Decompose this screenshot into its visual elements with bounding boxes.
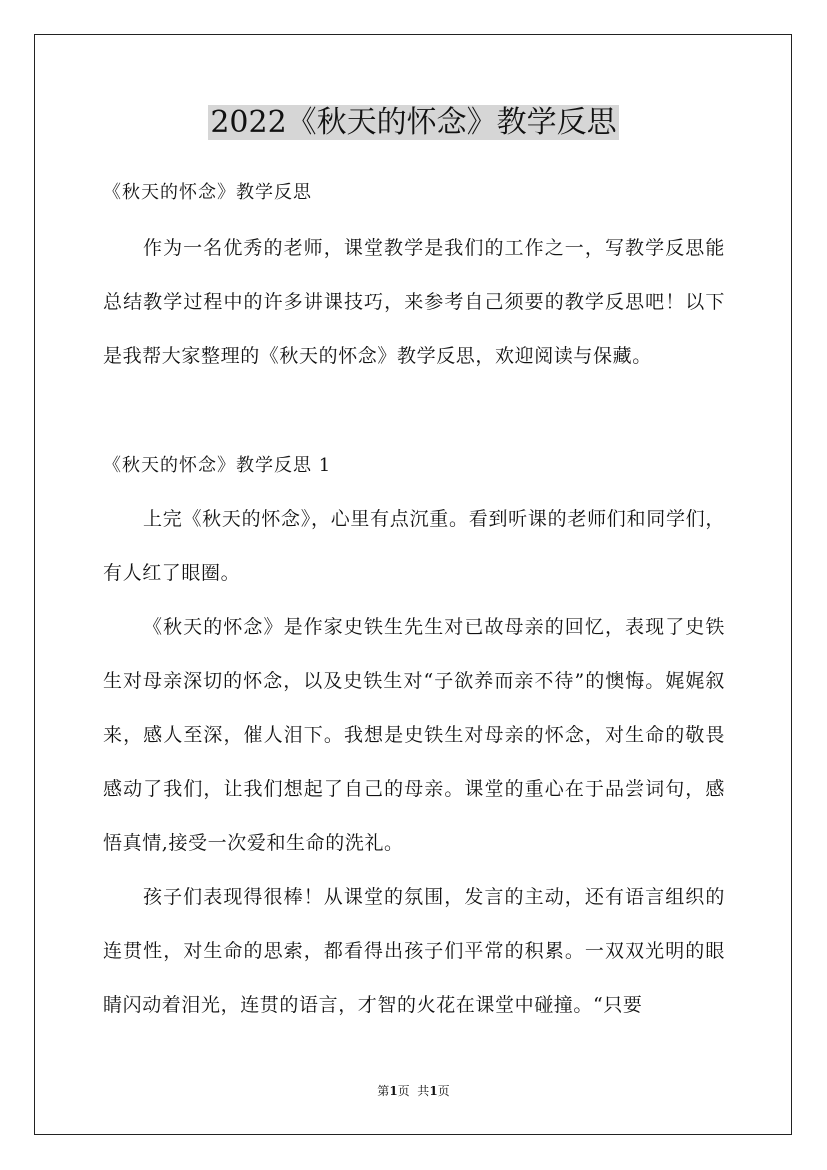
footer-total-pages: 1	[429, 1084, 438, 1098]
section-heading-1: 《秋天的怀念》教学反思 1	[103, 455, 332, 476]
page-footer	[0, 1083, 827, 1099]
body-paragraph-2: 《秋天的怀念》是作家史铁生先生对已故母亲的回忆，表现了史铁生对母亲深切的怀念，以及史铁生对“子欲养而亲不待”的懊悔。娓娓叙来，感人至深，催人泪下。我想是史铁生对母亲的怀念，对生命的敬畏感动了我们，让我们想起了自己的母亲。课堂的重心在于品尝词句，感悟真情,接受一次爱和生命的洗礼。	[103, 616, 725, 854]
intro-paragraph: 作为一名优秀的老师，课堂教学是我们的工作之一，写教学反思能总结教学过程中的许多讲课技巧，来参考自己须要的教学反思吧！以下是我帮大家整理的《秋天的怀念》教学反思，欢迎阅读与保藏。	[103, 237, 725, 367]
body-paragraph-1: 上完《秋天的怀念》，心里有点沉重。看到听课的老师们和同学们，有人红了眼圈。	[103, 508, 725, 584]
footer-page-number: 1	[389, 1084, 398, 1098]
document-title	[0, 103, 827, 143]
footer-suffix: 页	[437, 1084, 450, 1098]
document-subtitle: 《秋天的怀念》教学反思	[103, 182, 312, 203]
body-paragraph-3: 孩子们表现得很棒！从课堂的氛围，发言的主动，还有语言组织的连贯性，对生命的思索，都看得出孩子们平常的积累。一双双光明的眼睛闪动着泪光，连贯的语言，才智的火花在课堂中碰撞。“只要	[103, 886, 725, 1016]
footer-prefix: 第	[377, 1084, 390, 1098]
footer-mid: 页 共	[397, 1084, 430, 1098]
document-title-text: 2022《秋天的怀念》教学反思	[210, 105, 617, 140]
